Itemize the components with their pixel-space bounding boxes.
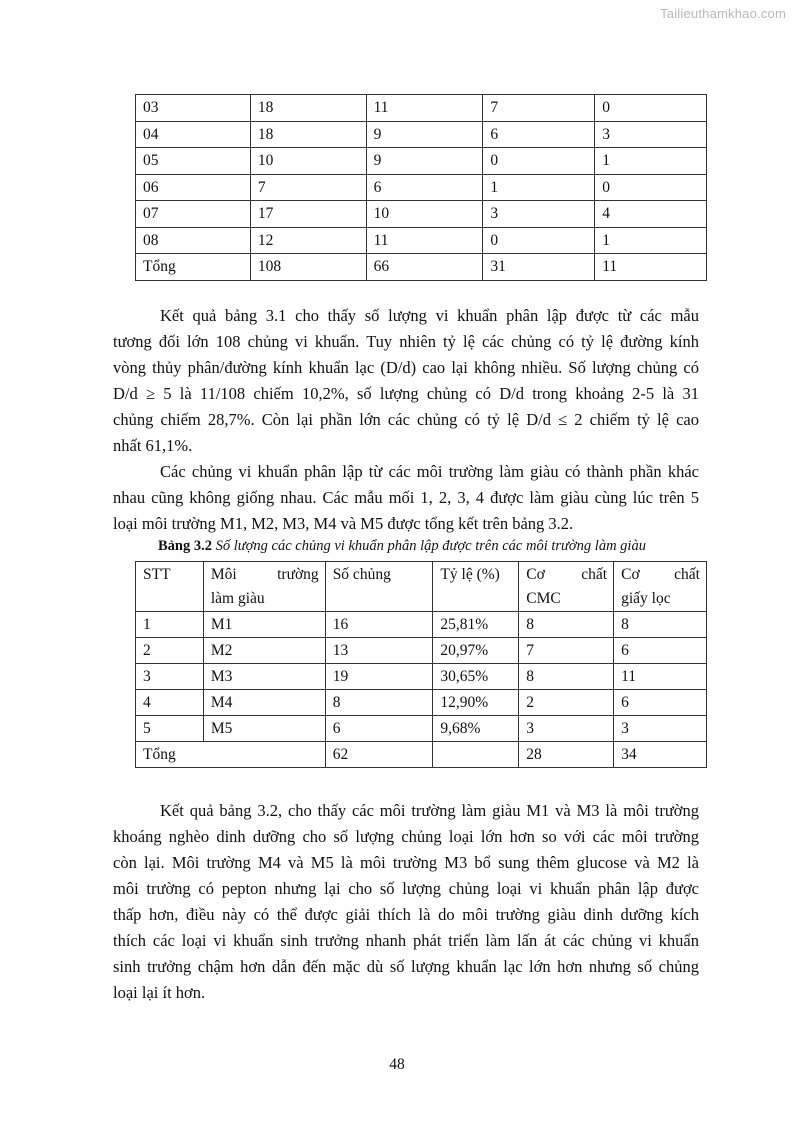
- header-text: Môi: [210, 566, 237, 583]
- text-line: loại lại ít hơn.: [113, 983, 206, 1002]
- paragraph-results-3-2: [113, 798, 699, 1006]
- page-number: 48: [389, 1056, 405, 1073]
- table-cell: 8: [519, 664, 614, 690]
- table-cell: 0: [595, 174, 707, 201]
- text-line: thấp hơn, điều này có thể được giải thích là do môi trường giàu dinh dưỡng kích: [113, 905, 699, 924]
- table-cell: 12: [250, 227, 366, 254]
- header-filter-paper: [614, 562, 707, 612]
- total-cell: 34: [614, 742, 707, 768]
- table-cell: 08: [136, 227, 251, 254]
- table-cell: 18: [250, 121, 366, 148]
- table-cell: 3: [595, 121, 707, 148]
- table-row: [136, 638, 707, 664]
- table-row: [136, 201, 707, 228]
- table-cell: 6: [483, 121, 595, 148]
- table-cell: 18: [250, 95, 366, 122]
- table-cell: M4: [203, 690, 325, 716]
- total-label: Tổng: [136, 742, 326, 768]
- table-cell: 07: [136, 201, 251, 228]
- table-cell: 6: [325, 716, 433, 742]
- table-row: [136, 227, 707, 254]
- table-cell: 7: [483, 95, 595, 122]
- table-cell: 12,90%: [433, 690, 519, 716]
- table-cell: 11: [366, 227, 483, 254]
- header-stt: STT: [136, 562, 204, 612]
- table-cell: 9: [366, 148, 483, 175]
- table-cell: 30,65%: [433, 664, 519, 690]
- text-line: nhất 61,1%.: [113, 436, 193, 455]
- table-cell: 7: [250, 174, 366, 201]
- header-text: làm giàu: [210, 590, 265, 607]
- table-cell: 1: [595, 227, 707, 254]
- header-text: trường: [277, 566, 319, 583]
- table-cell: 2: [136, 638, 204, 664]
- table-row: [136, 95, 707, 122]
- paragraph-enrichment: [113, 459, 699, 537]
- table-cell: 19: [325, 664, 433, 690]
- table-cell: 11: [614, 664, 707, 690]
- table-3-1: [135, 94, 707, 281]
- table-row: [136, 716, 707, 742]
- table-cell: 1: [136, 612, 204, 638]
- table-cell: 11: [595, 254, 707, 281]
- table-cell: 10: [366, 201, 483, 228]
- table-cell: 2: [519, 690, 614, 716]
- header-text: CMC: [526, 590, 561, 607]
- table-cell: 0: [483, 227, 595, 254]
- text-line: khoáng nghèo dinh dưỡng cho số lượng chủng loại lớn hơn so với các môi trường: [113, 827, 699, 846]
- table-cell: M3: [203, 664, 325, 690]
- table-header-row: [136, 562, 707, 612]
- table-cell: 17: [250, 201, 366, 228]
- table-cell: 8: [325, 690, 433, 716]
- table-cell: 8: [519, 612, 614, 638]
- table-cell: 9: [366, 121, 483, 148]
- text-line: Kết quả bảng 3.2, cho thấy các môi trường làm giàu M1 và M3 là môi trường: [160, 801, 699, 820]
- table-cell: 0: [483, 148, 595, 175]
- table-row: [136, 690, 707, 716]
- watermark-text: Tailieuthamkhao.com: [660, 6, 786, 21]
- table-cell: 5: [136, 716, 204, 742]
- table-cell: 05: [136, 148, 251, 175]
- table-cell: 03: [136, 95, 251, 122]
- table-row: [136, 612, 707, 638]
- header-cmc: [519, 562, 614, 612]
- table-3-2-caption: [158, 538, 646, 555]
- text-line: Các chủng vi khuẩn phân lập từ các môi trường làm giàu có thành phần khác: [160, 462, 699, 481]
- text-line: chủng chiếm 28,7%. Còn lại phần lớn các chủng có tỷ lệ D/d ≤ 2 chiếm tỷ lệ cao: [113, 410, 699, 429]
- table-cell: M1: [203, 612, 325, 638]
- table-cell: 04: [136, 121, 251, 148]
- table-cell: 8: [614, 612, 707, 638]
- table-cell: 0: [595, 95, 707, 122]
- table-cell: 11: [366, 95, 483, 122]
- caption-label: Bảng 3.2: [158, 538, 212, 554]
- table-cell: 4: [136, 690, 204, 716]
- table-cell: 6: [366, 174, 483, 201]
- table-cell: 3: [519, 716, 614, 742]
- table-cell: 3: [136, 664, 204, 690]
- table-cell: Tổng: [136, 254, 251, 281]
- table-row: [136, 174, 707, 201]
- table-cell: 4: [595, 201, 707, 228]
- table-cell: 25,81%: [433, 612, 519, 638]
- header-environment: [203, 562, 325, 612]
- table-row: [136, 148, 707, 175]
- table-cell: 13: [325, 638, 433, 664]
- header-ratio: Tỷ lệ (%): [433, 562, 519, 612]
- table-row: [136, 254, 707, 281]
- table-cell: 1: [483, 174, 595, 201]
- table-cell: 16: [325, 612, 433, 638]
- table-cell: 9,68%: [433, 716, 519, 742]
- table-3-2: [135, 561, 707, 768]
- table-cell: 6: [614, 638, 707, 664]
- text-line: nhau cũng không giống nhau. Các mẫu mối 1, 2, 3, 4 được làm giàu cùng lúc trên 5: [113, 488, 699, 507]
- table-cell: 3: [483, 201, 595, 228]
- text-line: còn lại. Môi trường M4 và M5 là môi trường M3 bổ sung thêm glucose và M2 là: [113, 853, 699, 872]
- table-cell: 10: [250, 148, 366, 175]
- header-count: Số chủng: [325, 562, 433, 612]
- table-cell: M5: [203, 716, 325, 742]
- text-line: loại môi trường M1, M2, M3, M4 và M5 được tổng kết trên bảng 3.2.: [113, 514, 574, 533]
- table-cell: 108: [250, 254, 366, 281]
- header-text: Cơ: [621, 566, 640, 583]
- table-row: [136, 664, 707, 690]
- caption-text: Số lượng các chủng vi khuẩn phân lập được trên các môi trường làm giàu: [212, 538, 646, 554]
- header-text: chất: [581, 566, 608, 583]
- text-line: môi trường có pepton nhưng lại cho số lượng chủng loại vi khuẩn phân lập được: [113, 879, 699, 898]
- total-cell: 62: [325, 742, 433, 768]
- table-cell: 7: [519, 638, 614, 664]
- text-line: sinh trưởng chậm hơn dẫn đến mặc dù số lượng khuẩn lạc lớn hơn nhưng số chủng: [113, 957, 699, 976]
- table-cell: 06: [136, 174, 251, 201]
- total-cell: [433, 742, 519, 768]
- table-cell: 20,97%: [433, 638, 519, 664]
- text-line: vòng thủy phân/đường kính khuẩn lạc (D/d) cao lại không nhiều. Số lượng chủng có: [113, 358, 699, 377]
- paragraph-results-3-1: [113, 303, 699, 459]
- header-text: chất: [674, 566, 700, 583]
- table-cell: 3: [614, 716, 707, 742]
- text-line: D/d ≥ 5 là 11/108 chiếm 10,2%, số lượng chủng có D/d trong khoảng 2-5 là 31: [113, 384, 699, 403]
- table-row: [136, 121, 707, 148]
- table-total-row: [136, 742, 707, 768]
- header-text: giấy lọc: [621, 590, 671, 607]
- text-line: Kết quả bảng 3.1 cho thấy số lượng vi khuẩn phân lập được từ các mẫu: [160, 306, 699, 325]
- text-line: thích các loại vi khuẩn sinh trưởng nhanh phát triển làm lấn át các chủng vi khuẩn: [113, 931, 699, 950]
- table-cell: 6: [614, 690, 707, 716]
- table-cell: 1: [595, 148, 707, 175]
- table-cell: 31: [483, 254, 595, 281]
- text-line: tương đối lớn 108 chủng vi khuẩn. Tuy nhiên tỷ lệ các chủng có tỷ lệ đường kính: [113, 332, 699, 351]
- header-text: Cơ: [526, 566, 545, 583]
- table-cell: M2: [203, 638, 325, 664]
- table-cell: 66: [366, 254, 483, 281]
- total-cell: 28: [519, 742, 614, 768]
